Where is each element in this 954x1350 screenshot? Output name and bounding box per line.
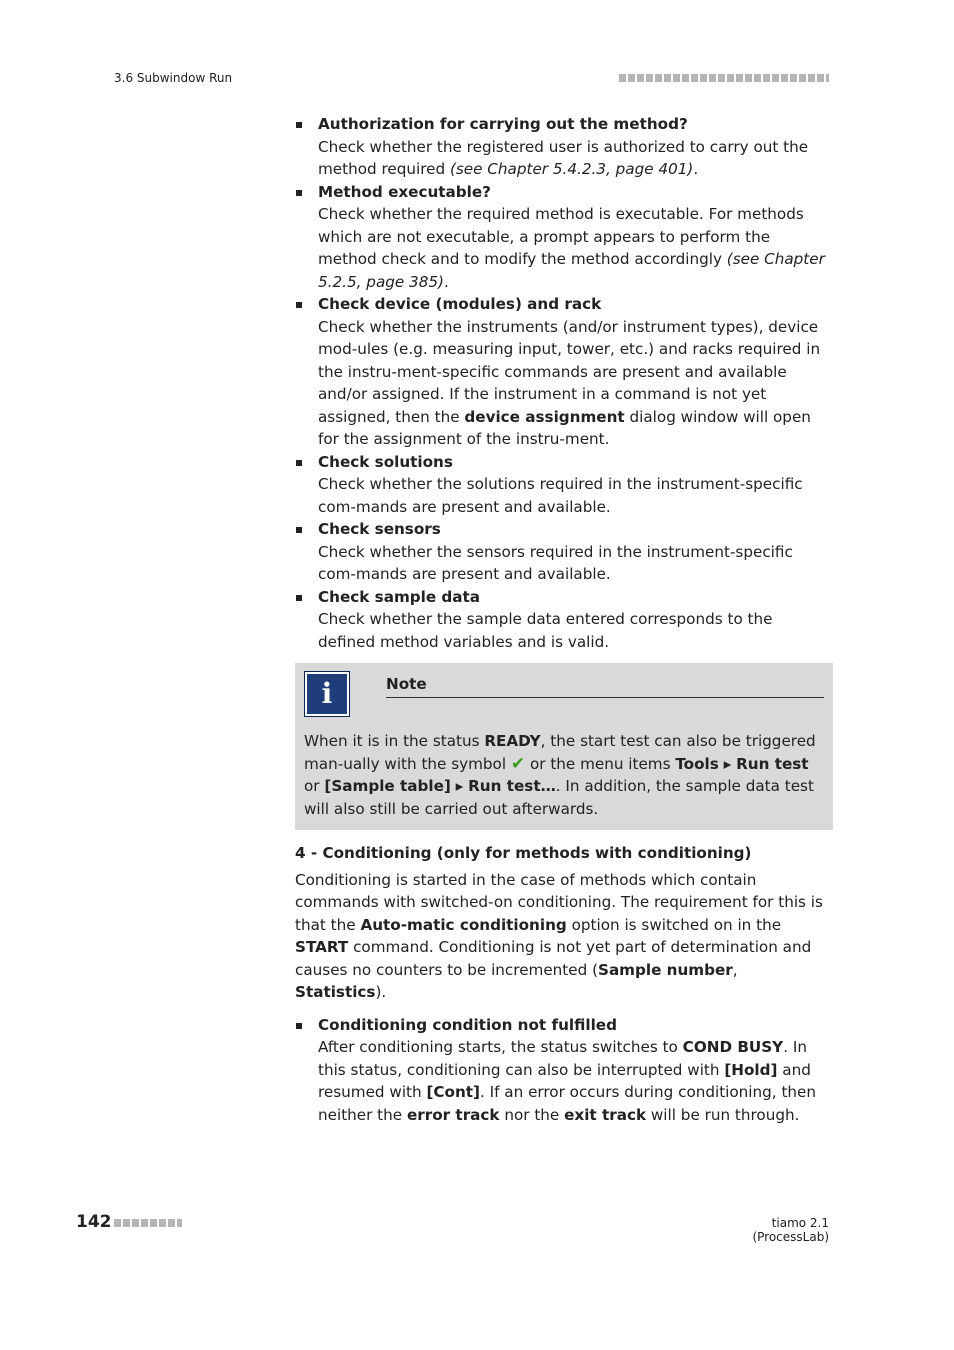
- section-heading: 4 - Conditioning (only for methods with conditioning): [295, 844, 752, 862]
- list-item-title: Method executable?: [318, 182, 491, 201]
- note-box: [295, 663, 833, 830]
- list-item-body: Check whether the sample data entered corresponds to the defined method variables and is valid.: [318, 610, 773, 651]
- list-item-title: Conditioning condition not fulfilled: [318, 1015, 617, 1034]
- conditioning-list: [295, 1014, 833, 1127]
- list-item-body: Check whether the instruments (and/or instrument types), device mod-ules (e.g. measuring input, tower, etc.) and racks required in the instru-ment-specific commands are present and available and/or assigned. If the instrument in a command is not yet assigned, then the device assignment dialog window will open for the assignment of the instru-ment.: [318, 317, 821, 448]
- list-item-title: Check solutions: [318, 452, 453, 471]
- list-item-body: Check whether the registered user is authorized to carry out the method required (see Chapter 5.4.2.3, page 401).: [318, 137, 809, 178]
- footer-product: tiamo 2.1 (ProcessLab): [752, 1216, 829, 1244]
- list-item-title: Check device (modules) and rack: [318, 295, 602, 313]
- list-item: [295, 518, 833, 586]
- info-icon: i: [304, 671, 350, 717]
- list-item-title: Check sensors: [318, 520, 441, 538]
- note-body: When it is in the status READY, the start test can also be triggered man-ually with the symbol ✔ or the menu items Tools ▸ Run test or [Sample table] ▸ Run test…. In addition, the sample data test will also still be carried out afterwards.: [304, 732, 816, 818]
- note-title: Note: [386, 673, 824, 698]
- list-item: [295, 586, 833, 654]
- checkmark-icon: ✔: [510, 753, 526, 774]
- list-item-body: After conditioning starts, the status switches to COND BUSY. In this status, conditioning can also be interrupted with [Hold] and resumed with [Cont]. If an error occurs during conditioning, then neither the error track nor the exit track will be run through.: [318, 1038, 817, 1124]
- list-item-title: Check sample data: [318, 587, 481, 606]
- list-item: [295, 451, 833, 519]
- page-content: [295, 113, 833, 1126]
- list-item-body: Check whether the required method is executable. For methods which are not executable, a prompt appears to perform the method check and to modify the method accordingly (see Chapter 5.2.5, page 385).: [318, 205, 825, 291]
- list-item: [295, 1014, 833, 1127]
- header-dot-rule: [619, 74, 829, 82]
- check-list: [295, 113, 833, 653]
- list-item-body: Check whether the sensors required in the instrument-specific com-mands are present and available.: [318, 542, 793, 583]
- cross-reference: (see Chapter 5.4.2.3, page 401): [449, 160, 694, 178]
- list-item: [295, 181, 833, 294]
- section-paragraph: Conditioning is started in the case of methods which contain commands with switched-on conditioning. The requirement for this is that the Auto-matic conditioning option is switched on in the START command. Conditioning is not yet part of determination and causes no counters to be incremented (Sample number, Statistics).: [295, 870, 823, 1001]
- list-item: [295, 113, 833, 181]
- page-number: 142: [76, 1212, 112, 1232]
- footer-dot-rule: [114, 1219, 182, 1227]
- running-header-section: 3.6 Subwindow Run: [114, 71, 233, 85]
- list-item-title: Authorization for carrying out the method?: [318, 115, 688, 133]
- list-item: [295, 293, 833, 451]
- cross-reference: (see Chapter 5.2.5, page 385): [318, 250, 825, 291]
- list-item-body: Check whether the solutions required in the instrument-specific com-mands are present and available.: [318, 475, 803, 516]
